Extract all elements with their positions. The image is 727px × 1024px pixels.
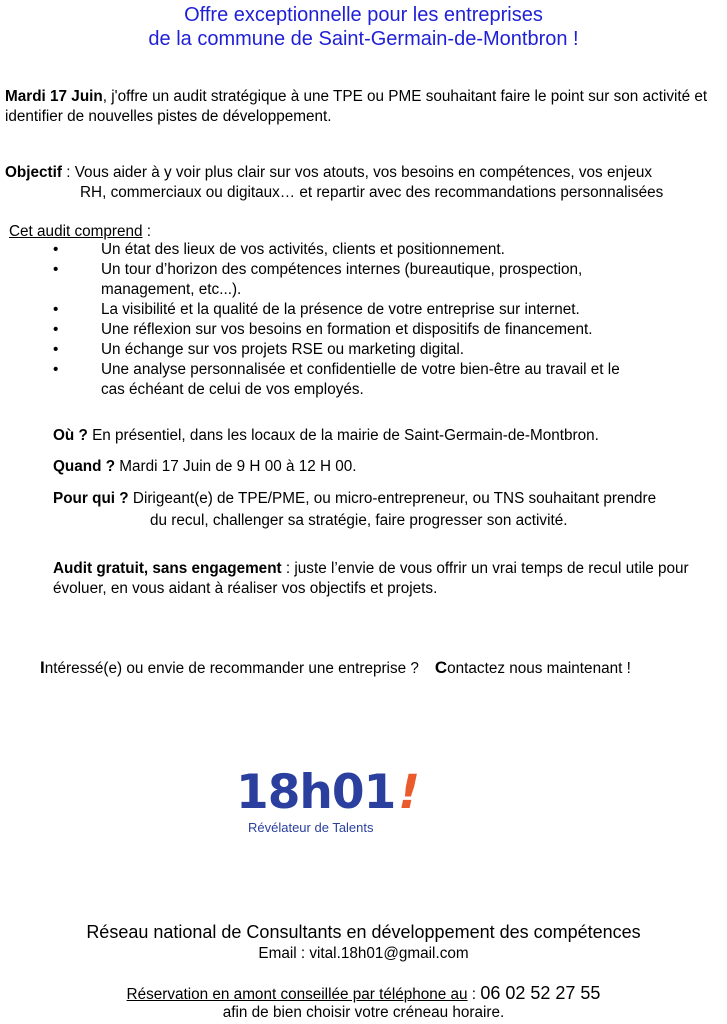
cta-interest-initial: I (40, 658, 45, 677)
list-item (53, 320, 641, 340)
objective-text-2: RH, commerciaux ou digitaux… et repartir avec des recommandations personnalisées (80, 184, 664, 201)
bullet: • (53, 361, 59, 378)
who-line (53, 489, 723, 509)
footer-network: Réseau national de Consultants en développement des compétences (86, 922, 641, 942)
who-text-2: du recul, challenger sa stratégie, faire progresser son activité. (150, 512, 568, 529)
bullet: • (53, 321, 59, 338)
who-text-1: Dirigeant(e) de TPE/PME, ou micro-entrepreneur, ou TNS souhaitant prendre (128, 490, 657, 507)
list-item (53, 360, 641, 400)
header-title-line2: de la commune de Saint-Germain-de-Montbron ! (148, 28, 579, 50)
logo (236, 765, 436, 838)
list-item-text: Une réflexion sur vos besoins en formation et dispositifs de financement. (101, 321, 593, 338)
audit-label: Cet audit comprend (9, 223, 143, 240)
bullet: • (53, 341, 59, 358)
list-item-text: La visibilité et la qualité de la présence de votre entreprise sur internet. (101, 301, 580, 318)
list-item-text: Une analyse personnalisée et confidentielle de votre bien-être au travail et le cas échéant de celui de vos employés. (101, 361, 620, 398)
where-line (53, 426, 713, 446)
cta-contact-initial: C (434, 658, 448, 677)
footer-slot-note: afin de bien choisir votre créneau horaire. (222, 1004, 505, 1021)
reservation-label: Réservation en amont conseillée par téléphone au (126, 986, 468, 1003)
objective-line1 (5, 163, 725, 183)
when-label: Quand ? (53, 458, 116, 475)
logo-main: 18h01 (236, 765, 396, 820)
reservation-sep: : (467, 986, 481, 1003)
email-link[interactable]: vital.18h01@gmail.com (309, 945, 469, 962)
list-item (53, 240, 641, 260)
list-item-text: Un tour d’horizon des compétences internes (bureautique, prospection, management, etc...). (101, 261, 583, 298)
objective-label: Objectif (5, 164, 62, 181)
when-line (53, 457, 713, 477)
logo-exclamation: ! (392, 765, 425, 820)
intro-paragraph (5, 87, 715, 127)
list-item (53, 340, 641, 360)
list-item-text: Un état des lieux de vos activités, clients et positionnement. (101, 241, 505, 258)
free-audit-paragraph (53, 559, 713, 599)
cta-line (40, 658, 720, 679)
who-label: Pour qui ? (53, 490, 129, 507)
objective-text-1: : Vous aider à y voir plus clair sur vos atouts, vos besoins en compétences, vos enjeux (61, 164, 653, 181)
when-text: Mardi 17 Juin de 9 H 00 à 12 H 00. (115, 458, 357, 475)
logo-wordmark (236, 765, 425, 820)
footer-email-line (0, 944, 727, 964)
audit-label-suffix: : (142, 223, 151, 240)
audit-list (53, 240, 641, 400)
intro-date: Mardi 17 Juin (5, 88, 103, 105)
intro-text: , j'offre un audit stratégique à une TPE ou PME souhaitant faire le point sur son activité et identifier de nouvelles pistes de développement. (5, 88, 708, 125)
list-item-text: Un échange sur vos projets RSE ou marketing digital. (101, 341, 465, 358)
phone-number[interactable]: 06 02 52 27 55 (480, 983, 601, 1003)
free-audit-label: Audit gratuit, sans engagement (53, 560, 282, 577)
cta-contact-text: ontactez nous maintenant ! (447, 660, 631, 677)
bullet: • (53, 301, 59, 318)
where-text: En présentiel, dans les locaux de la mairie de Saint-Germain-de-Montbron. (87, 427, 599, 444)
email-label: Email : (258, 945, 310, 962)
bullet: • (53, 241, 59, 258)
free-audit-text: : juste l’envie de vous offrir un vrai temps de recul utile pour évoluer, en vous aidant à réaliser vos objectifs et projets. (53, 560, 689, 597)
bullet: • (53, 261, 59, 278)
header-title-line1: Offre exceptionnelle pour les entreprises (184, 4, 543, 26)
where-label: Où ? (53, 427, 88, 444)
logo-tagline: Révélateur de Talents (248, 820, 374, 835)
list-item (53, 260, 641, 300)
audit-heading (9, 222, 151, 242)
list-item (53, 300, 641, 320)
cta-interest-text: ntéressé(e) ou envie de recommander une entreprise ? (44, 660, 419, 677)
